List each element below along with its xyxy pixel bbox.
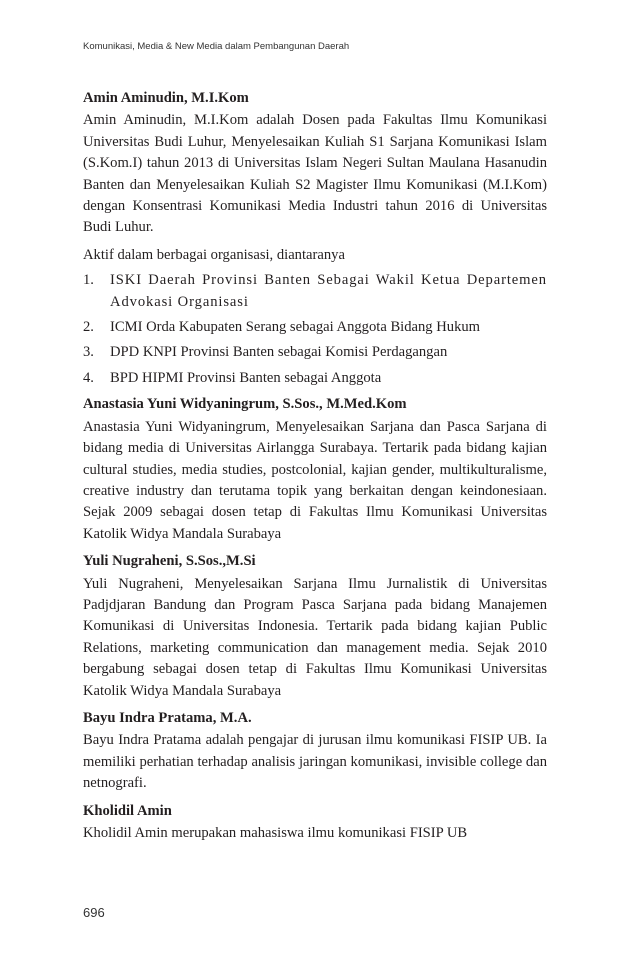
list-text: ISKI Daerah Provinsi Banten Sebagai Wakil Ketua Departemen Advokasi Organisasi [110,272,547,310]
page-number: 696 [83,905,105,920]
list-item [83,342,547,363]
profile-name: Anastasia Yuni Widyaningrum, S.Sos., M.Med.Kom [83,396,407,413]
list-text: DPD KNPI Provinsi Banten sebagai Komisi Perdagangan [110,344,448,361]
profile-bio: Kholidil Amin merupakan mahasiswa ilmu komunikasi FISIP UB [83,825,468,841]
organizations-intro: Aktif dalam berbagai organisasi, diantaranya [83,246,345,263]
profile-kholidil-amin [83,801,547,845]
profile-name: Amin Aminudin, M.I.Kom [83,90,249,106]
contributor-bios [83,88,547,850]
profile-name: Bayu Indra Pratama, M.A. [83,709,252,726]
organizations-list [83,270,547,389]
list-item [83,270,547,313]
list-item [83,368,547,389]
profile-bayu-indra-pratama [83,708,547,795]
list-number: 3. [83,344,94,361]
list-number: 2. [83,319,94,336]
list-number: 1. [83,272,94,289]
list-item [83,317,547,338]
profile-anastasia-yuni-widyaningrum [83,394,547,545]
list-number: 4. [83,369,94,386]
profile-name: Yuli Nugraheni, S.Sos.,M.Si [83,553,256,570]
profile-yuli-nugraheni [83,551,547,702]
profile-bio: Anastasia Yuni Widyaningrum, Menyelesaikan Sarjana dan Pasca Sarjana di bidang media di Universitas Airlangga Surabaya. Tertarik pada bidang kajian cultural studies, media studies, postcolonial, kajian gender, multikulturalisme, creative industry dan terutama topik yang berkaitan dengan keindonesiaan. Sejak 2009 sebagai dosen tetap di Fakultas Ilmu Komunikasi Universitas Katolik Widya Mandala Surabaya [83,418,547,542]
profile-name: Kholidil Amin [83,802,172,819]
running-header: Komunikasi, Media & New Media dalam Pembangunan Daerah [83,41,350,52]
profile-bio: Yuli Nugraheni, Menyelesaikan Sarjana Ilmu Jurnalistik di Universitas Padjdjaran Bandung dan Program Pasca Sarjana pada bidang Manajemen Komunikasi di Universitas Indonesia. Tertarik pada bidang kajian Public Relations, marketing communication dan management media. Sejak 2010 bergabung sebagai dosen tetap di Fakultas Ilmu Komunikasi Universitas Katolik Widya Mandala Surabaya [83,575,547,699]
list-text: BPD HIPMI Provinsi Banten sebagai Anggota [110,369,382,386]
profile-amin-aminudin [83,88,547,389]
list-text: ICMI Orda Kabupaten Serang sebagai Anggota Bidang Hukum [110,319,481,336]
profile-bio: Bayu Indra Pratama adalah pengajar di jurusan ilmu komunikasi FISIP UB. Ia memiliki perhatian terhadap analisis jaringan komunikasi, invisible college dan netnografi. [83,732,547,792]
profile-bio: Amin Aminudin, M.I.Kom adalah Dosen pada Fakultas Ilmu Komunikasi Universitas Budi Luhur, Menyelesaikan Kuliah S1 Sarjana Komunikasi Islam (S.Kom.I) tahun 2013 di Universitas Islam Negeri Sultan Maulana Hasanudin Banten dan Menyelesaikan Kuliah S2 Magister Ilmu Komunikasi (M.I.Kom) dengan Konsentrasi Komunikasi Media Industri tahun 2016 di Universitas Budi Luhur. [83,112,547,236]
